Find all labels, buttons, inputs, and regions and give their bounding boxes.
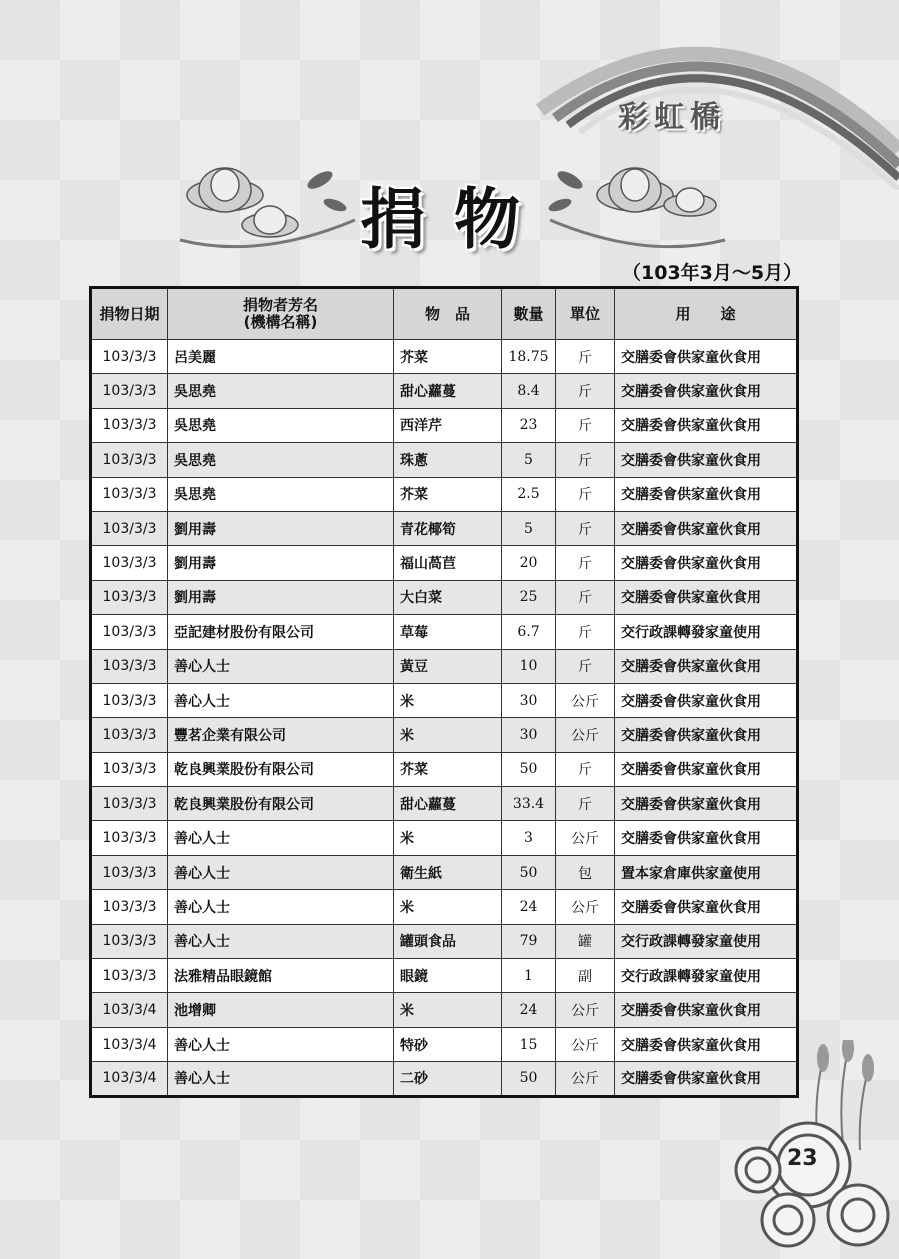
cell-date: 103/3/3 — [91, 890, 168, 924]
table-row — [91, 546, 798, 580]
table-row — [91, 615, 798, 649]
cell-donor: 吳思堯 — [168, 443, 394, 477]
cell-use: 交膳委會供家童伙食用 — [615, 718, 798, 752]
cell-donor: 劉用壽 — [168, 580, 394, 614]
cell-date: 103/3/3 — [91, 374, 168, 408]
cell-item: 大白菜 — [394, 580, 502, 614]
cell-unit: 斤 — [556, 546, 615, 580]
table-row — [91, 443, 798, 477]
cell-item: 福山萵苣 — [394, 546, 502, 580]
cell-date: 103/3/4 — [91, 1027, 168, 1061]
cell-donor: 豐茗企業有限公司 — [168, 718, 394, 752]
table-row — [91, 1027, 798, 1061]
cell-use: 交行政課轉發家童使用 — [615, 924, 798, 958]
cell-quantity: 15 — [502, 1027, 556, 1061]
table-row — [91, 993, 798, 1027]
cell-quantity: 20 — [502, 546, 556, 580]
cell-donor: 劉用壽 — [168, 511, 394, 545]
cell-donor: 善心人士 — [168, 1027, 394, 1061]
cell-unit: 斤 — [556, 580, 615, 614]
cell-use: 交膳委會供家童伙食用 — [615, 890, 798, 924]
cell-item: 珠蔥 — [394, 443, 502, 477]
page-number: 23 — [787, 1146, 818, 1171]
cell-item: 罐頭食品 — [394, 924, 502, 958]
cell-donor: 善心人士 — [168, 649, 394, 683]
cell-quantity: 8.4 — [502, 374, 556, 408]
cell-use: 交膳委會供家童伙食用 — [615, 580, 798, 614]
cell-donor: 吳思堯 — [168, 408, 394, 442]
cell-item: 米 — [394, 993, 502, 1027]
cell-quantity: 24 — [502, 890, 556, 924]
cell-date: 103/3/3 — [91, 340, 168, 374]
header-donor — [168, 288, 394, 340]
cell-use: 交膳委會供家童伙食用 — [615, 649, 798, 683]
table-row — [91, 580, 798, 614]
cell-use: 交膳委會供家童伙食用 — [615, 683, 798, 717]
cell-donor: 善心人士 — [168, 855, 394, 889]
cell-use: 交膳委會供家童伙食用 — [615, 477, 798, 511]
cell-unit: 斤 — [556, 511, 615, 545]
cell-quantity: 18.75 — [502, 340, 556, 374]
cell-quantity: 79 — [502, 924, 556, 958]
cell-use: 交行政課轉發家童使用 — [615, 615, 798, 649]
cell-unit: 公斤 — [556, 718, 615, 752]
cell-item: 特砂 — [394, 1027, 502, 1061]
table-row — [91, 649, 798, 683]
table-row — [91, 511, 798, 545]
cell-date: 103/3/3 — [91, 787, 168, 821]
table-row — [91, 855, 798, 889]
cell-item: 米 — [394, 821, 502, 855]
cell-quantity: 5 — [502, 511, 556, 545]
cell-item: 黃豆 — [394, 649, 502, 683]
cell-date: 103/3/3 — [91, 855, 168, 889]
cell-donor: 呂美麗 — [168, 340, 394, 374]
page-title: 捐物 — [360, 181, 548, 258]
cell-use: 交膳委會供家童伙食用 — [615, 340, 798, 374]
cell-item: 二砂 — [394, 1062, 502, 1096]
cell-use: 交膳委會供家童伙食用 — [615, 443, 798, 477]
cell-use: 交膳委會供家童伙食用 — [615, 787, 798, 821]
table-row — [91, 959, 798, 993]
cell-item: 芥菜 — [394, 477, 502, 511]
cell-unit: 斤 — [556, 374, 615, 408]
table-row — [91, 821, 798, 855]
cell-use: 交膳委會供家童伙食用 — [615, 511, 798, 545]
cell-date: 103/3/3 — [91, 924, 168, 958]
cell-date: 103/3/4 — [91, 993, 168, 1027]
cell-quantity: 25 — [502, 580, 556, 614]
cell-item: 甜心蘿蔓 — [394, 374, 502, 408]
cell-unit: 罐 — [556, 924, 615, 958]
cell-quantity: 6.7 — [502, 615, 556, 649]
date-range: （103年3月～5月） — [622, 262, 803, 284]
cell-quantity: 24 — [502, 993, 556, 1027]
cell-use: 交膳委會供家童伙食用 — [615, 546, 798, 580]
cell-donor: 善心人士 — [168, 890, 394, 924]
cell-unit: 斤 — [556, 340, 615, 374]
header-use: 用 途 — [615, 288, 798, 340]
cell-quantity: 10 — [502, 649, 556, 683]
table-row — [91, 718, 798, 752]
cell-unit: 斤 — [556, 649, 615, 683]
cell-item: 西洋芹 — [394, 408, 502, 442]
cell-date: 103/3/3 — [91, 821, 168, 855]
cell-unit: 公斤 — [556, 683, 615, 717]
cell-use: 置本家倉庫供家童使用 — [615, 855, 798, 889]
cell-date: 103/3/3 — [91, 718, 168, 752]
cell-item: 甜心蘿蔓 — [394, 787, 502, 821]
cell-date: 103/3/3 — [91, 752, 168, 786]
cell-date: 103/3/3 — [91, 649, 168, 683]
table-row — [91, 683, 798, 717]
table-row — [91, 340, 798, 374]
cell-donor: 善心人士 — [168, 821, 394, 855]
cell-quantity: 33.4 — [502, 787, 556, 821]
cell-unit: 公斤 — [556, 890, 615, 924]
cell-date: 103/3/3 — [91, 477, 168, 511]
cell-unit: 斤 — [556, 408, 615, 442]
header-donor-line1: 捐物者芳名 — [242, 296, 318, 314]
cell-item: 草莓 — [394, 615, 502, 649]
table-row — [91, 890, 798, 924]
cell-item: 青花椰筍 — [394, 511, 502, 545]
cell-item: 衛生紙 — [394, 855, 502, 889]
cell-unit: 公斤 — [556, 821, 615, 855]
cell-date: 103/3/3 — [91, 615, 168, 649]
cell-use: 交膳委會供家童伙食用 — [615, 1062, 798, 1096]
cell-item: 芥菜 — [394, 752, 502, 786]
cell-date: 103/3/3 — [91, 408, 168, 442]
lotus-flower-icon — [545, 150, 735, 260]
cell-unit: 公斤 — [556, 993, 615, 1027]
cell-unit: 斤 — [556, 477, 615, 511]
cell-quantity: 1 — [502, 959, 556, 993]
cell-item: 米 — [394, 718, 502, 752]
cell-quantity: 50 — [502, 855, 556, 889]
cell-unit: 斤 — [556, 787, 615, 821]
cell-quantity: 23 — [502, 408, 556, 442]
table-row — [91, 752, 798, 786]
cell-unit: 斤 — [556, 752, 615, 786]
table-row — [91, 477, 798, 511]
cell-donor: 吳思堯 — [168, 374, 394, 408]
cell-use: 交膳委會供家童伙食用 — [615, 1027, 798, 1061]
cell-quantity: 2.5 — [502, 477, 556, 511]
cell-item: 米 — [394, 890, 502, 924]
cell-unit: 斤 — [556, 443, 615, 477]
section-title: 彩虹橋 — [618, 100, 726, 135]
cell-donor: 吳思堯 — [168, 477, 394, 511]
table-row — [91, 924, 798, 958]
cell-quantity: 3 — [502, 821, 556, 855]
cell-use: 交膳委會供家童伙食用 — [615, 374, 798, 408]
cell-quantity: 50 — [502, 1062, 556, 1096]
cell-use: 交膳委會供家童伙食用 — [615, 752, 798, 786]
table-row — [91, 787, 798, 821]
cell-donor: 亞記建材股份有限公司 — [168, 615, 394, 649]
table-row — [91, 1062, 798, 1096]
cell-donor: 善心人士 — [168, 924, 394, 958]
cell-donor: 劉用壽 — [168, 546, 394, 580]
cell-use: 交行政課轉發家童使用 — [615, 959, 798, 993]
lotus-flower-icon — [170, 150, 360, 260]
cell-quantity: 30 — [502, 718, 556, 752]
cell-use: 交膳委會供家童伙食用 — [615, 821, 798, 855]
header-unit: 單位 — [556, 288, 615, 340]
cell-unit: 公斤 — [556, 1062, 615, 1096]
table-row — [91, 408, 798, 442]
cell-donor: 乾良興業股份有限公司 — [168, 752, 394, 786]
cell-date: 103/3/3 — [91, 683, 168, 717]
header-quantity: 數量 — [502, 288, 556, 340]
cell-quantity: 30 — [502, 683, 556, 717]
table-header-row — [91, 288, 798, 340]
cell-date: 103/3/3 — [91, 959, 168, 993]
cell-donor: 善心人士 — [168, 683, 394, 717]
cell-item: 芥菜 — [394, 340, 502, 374]
cell-date: 103/3/3 — [91, 443, 168, 477]
table-row — [91, 374, 798, 408]
cell-unit: 公斤 — [556, 1027, 615, 1061]
cell-donor: 乾良興業股份有限公司 — [168, 787, 394, 821]
cell-date: 103/3/3 — [91, 580, 168, 614]
cell-use: 交膳委會供家童伙食用 — [615, 408, 798, 442]
cell-unit: 副 — [556, 959, 615, 993]
cell-date: 103/3/3 — [91, 511, 168, 545]
header-donor-line2: (機構名稱) — [243, 313, 318, 331]
cell-quantity: 5 — [502, 443, 556, 477]
cell-quantity: 50 — [502, 752, 556, 786]
cell-date: 103/3/4 — [91, 1062, 168, 1096]
cell-donor: 善心人士 — [168, 1062, 394, 1096]
cell-item: 眼鏡 — [394, 959, 502, 993]
cell-unit: 斤 — [556, 615, 615, 649]
header-date: 捐物日期 — [91, 288, 168, 340]
cell-item: 米 — [394, 683, 502, 717]
cell-date: 103/3/3 — [91, 546, 168, 580]
donations-table — [89, 286, 799, 1098]
cell-donor: 法雅精品眼鏡館 — [168, 959, 394, 993]
cell-donor: 池增卿 — [168, 993, 394, 1027]
header-item: 物 品 — [394, 288, 502, 340]
cell-unit: 包 — [556, 855, 615, 889]
cell-use: 交膳委會供家童伙食用 — [615, 993, 798, 1027]
